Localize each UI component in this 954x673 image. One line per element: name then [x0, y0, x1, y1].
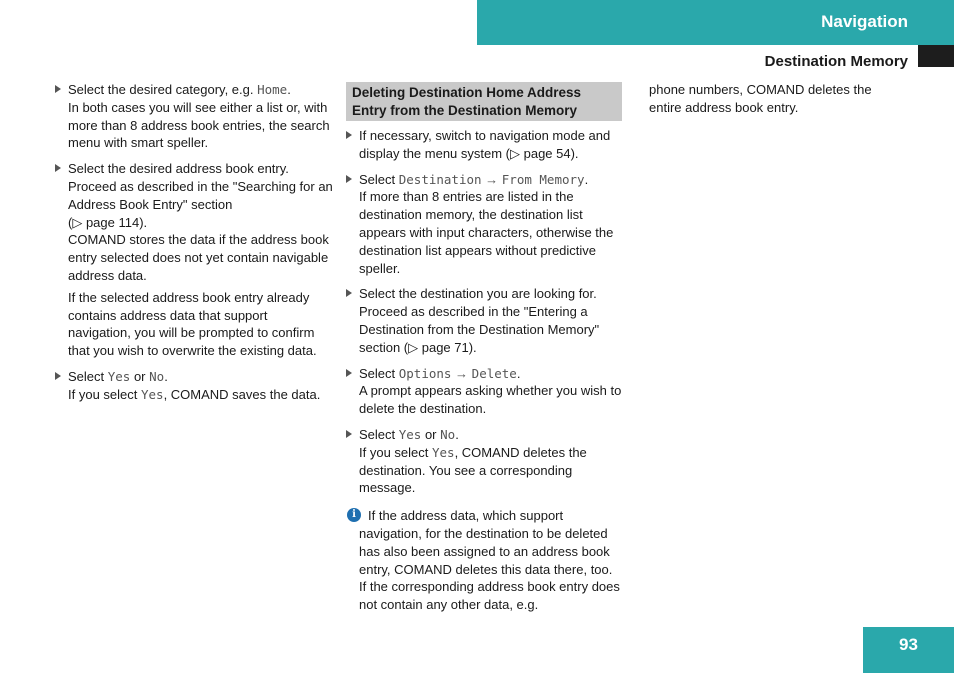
section-title: Destination Memory — [764, 53, 908, 70]
step-text: If you select — [359, 444, 432, 460]
step-text: Select — [68, 368, 108, 384]
punctuation: . — [164, 368, 168, 384]
subsection-heading: Deleting Destination Home Address Entry from the Destination Memory — [346, 82, 622, 121]
menu-item-code: Delete — [471, 365, 517, 381]
punctuation: . — [516, 365, 521, 381]
info-note — [346, 507, 622, 614]
step-note: Proceed as described in the "Searching for an Address Book Entry" section — [68, 178, 333, 212]
menu-item-code: Yes — [398, 426, 422, 442]
arrow-icon: → — [481, 171, 502, 187]
bullet-arrow-icon — [346, 131, 352, 139]
step-note: A prompt appears asking whether you wish to delete the destination. — [359, 383, 622, 417]
section-tab-marker — [918, 45, 954, 67]
menu-item-code: Yes — [107, 368, 131, 384]
menu-item-code: Home — [257, 82, 288, 97]
bullet-arrow-icon — [346, 289, 352, 297]
step-text: If you select — [68, 386, 141, 402]
step-select-entry — [55, 160, 333, 360]
step-text: , COMAND saves the data. — [163, 386, 321, 402]
punctuation: . — [584, 171, 589, 187]
step-options-delete — [346, 365, 622, 418]
bullet-arrow-icon — [55, 164, 61, 172]
step-text: Select the desired address book entry. — [68, 161, 289, 177]
column-middle — [346, 82, 622, 614]
step-text: Select the destination you are looking for. Proceed as described in the "Entering a Destination from the Destination Memory" section (▷ page 71). — [359, 286, 600, 355]
step-text: Select — [359, 171, 399, 187]
step-note: In both cases you will see either a list or, with more than 8 address book entries, the search menu with smart speller. — [68, 99, 330, 151]
step-text: If necessary, switch to navigation mode and display the menu system (▷ page 54). — [359, 128, 611, 161]
bullet-arrow-icon — [346, 430, 352, 438]
menu-item-code: Options — [398, 365, 452, 381]
step-note: If more than 8 entries are listed in the destination memory, the destination list appears with input characters, otherwise the destination list appears without predictive speller. — [359, 189, 614, 276]
step-select-destination-memory — [346, 171, 622, 278]
menu-item-code: Yes — [140, 386, 164, 402]
menu-item-code: Destination — [398, 171, 482, 187]
punctuation: . — [287, 82, 291, 97]
info-text: If the address data, which support navigation, for the destination to be deleted has also been assigned to an address book entry, COMAND deletes this data there, too. If the corresponding address book entry does not contain any other data, e.g. — [359, 508, 620, 613]
step-confirm-delete — [346, 426, 622, 497]
bullet-arrow-icon — [55, 85, 61, 93]
column-left — [55, 81, 333, 412]
arrow-icon: → — [451, 365, 472, 381]
step-text: Select the desired category, e.g. — [68, 82, 258, 97]
step-text: or — [421, 426, 441, 442]
punctuation: . — [455, 426, 459, 442]
menu-item-code: From Memory — [501, 171, 585, 187]
step-text: , COMAND deletes the destination. You see a corresponding message. — [359, 444, 587, 496]
info-icon: i — [347, 508, 361, 522]
menu-item-code: No — [149, 368, 165, 384]
bullet-arrow-icon — [346, 175, 352, 183]
step-select-category — [55, 81, 333, 152]
continued-text: phone numbers, COMAND deletes the entire address book entry. — [649, 82, 872, 115]
page-reference: (▷ page 114). — [68, 214, 148, 230]
step-select-destination — [346, 285, 622, 356]
column-right — [649, 81, 899, 117]
menu-item-code: Yes — [431, 444, 455, 460]
page-number-box — [863, 627, 954, 673]
page-number: 93 — [899, 635, 918, 654]
chapter-title: Navigation — [821, 12, 908, 31]
bullet-arrow-icon — [346, 369, 352, 377]
step-select-yes-no — [55, 368, 333, 404]
step-switch-mode — [346, 127, 622, 163]
step-text: or — [130, 368, 150, 384]
step-text: Select — [359, 426, 399, 442]
step-note: If the selected address book entry already contains address data that support navigation, you will be prompted to confirm that you wish to overwrite the existing data. — [68, 289, 317, 359]
step-text: Select — [359, 365, 399, 381]
bullet-arrow-icon — [55, 372, 61, 380]
menu-item-code: No — [440, 426, 456, 442]
step-note: COMAND stores the data if the address book entry selected does not yet contain navigable address data. — [68, 232, 329, 283]
